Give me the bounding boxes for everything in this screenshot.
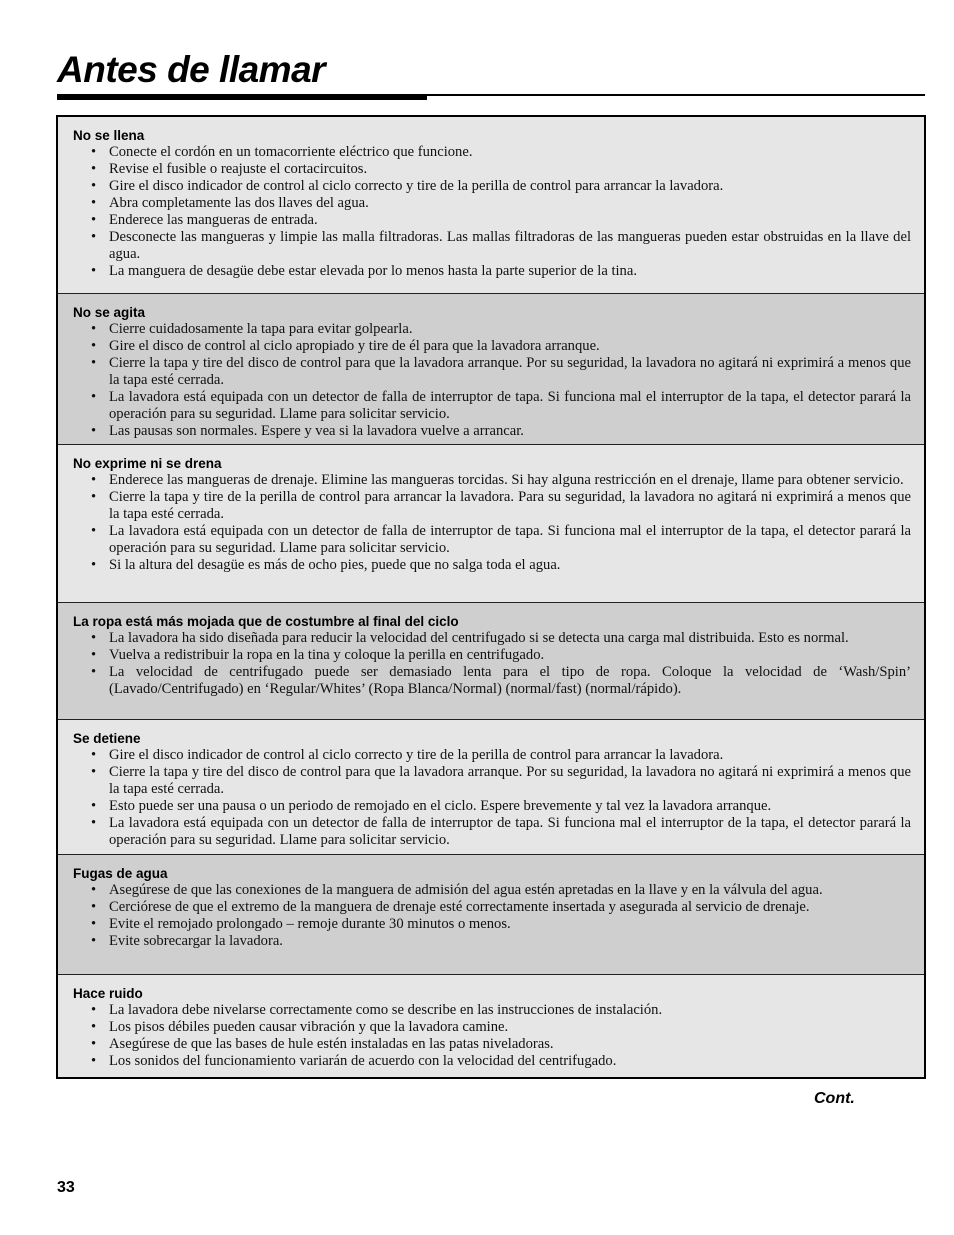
list-item: • Cierre cuidadosamente la tapa para evitar golpearla. xyxy=(58,321,924,338)
list-item: • Si la altura del desagüe es más de ocho pies, puede que no salga toda el agua. xyxy=(58,557,924,574)
section-hace-ruido xyxy=(58,974,924,1077)
bullet-list xyxy=(58,321,924,440)
bullet-list xyxy=(58,144,924,280)
list-item: • Vuelva a redistribuir la ropa en la tina y coloque la perilla en centrifugado. xyxy=(58,647,924,664)
bullet-list xyxy=(58,472,924,574)
list-item: • Gire el disco indicador de control al ciclo correcto y tire de la perilla de control para arrancar la lavadora. xyxy=(58,747,924,764)
list-item: • Evite sobrecargar la lavadora. xyxy=(58,933,924,950)
section-heading: Se detiene xyxy=(73,731,141,746)
page-title: Antes de llamar xyxy=(57,49,326,90)
list-item: • Los sonidos del funcionamiento variarán de acuerdo con la velocidad del centrifugado. xyxy=(58,1053,924,1070)
section-heading: La ropa está más mojada que de costumbre al final del ciclo xyxy=(73,614,459,629)
list-item: • Conecte el cordón en un tomacorriente eléctrico que funcione. xyxy=(58,144,924,161)
list-item: • La lavadora está equipada con un detector de falla de interruptor de tapa. Si funciona mal el interruptor de la tapa, el detector parará la operación para su seguridad. Llame para solicitar servicio. xyxy=(58,523,924,557)
section-se-detiene xyxy=(58,719,924,854)
list-item: • Desconecte las mangueras y limpie las malla filtradoras. Las mallas filtradoras de las mangueras pueden estar obstruidas en la llave del agua. xyxy=(58,229,924,263)
list-item: • Las pausas son normales. Espere y vea si la lavadora vuelve a arrancar. xyxy=(58,423,924,440)
section-heading: Hace ruido xyxy=(73,986,143,1001)
list-item: • Enderece las mangueras de entrada. xyxy=(58,212,924,229)
list-item: • La lavadora ha sido diseñada para reducir la velocidad del centrifugado si se detecta una carga mal distribuida. Esto es normal. xyxy=(58,630,924,647)
list-item: • Gire el disco indicador de control al ciclo correcto y tire de la perilla de control para arrancar la lavadora. xyxy=(58,178,924,195)
section-no-exprime-ni-se-drena xyxy=(58,444,924,602)
section-heading: No se agita xyxy=(73,305,146,320)
list-item: • La velocidad de centrifugado puede ser demasiado lenta para el tipo de ropa. Coloque la velocidad de ‘Wash/Spin’ (Lavado/Centrifugado) en ‘Regular/Whites’ (Ropa Blanca/Normal) (normal/fast) (normal/rápido). xyxy=(58,664,924,698)
list-item: • La lavadora debe nivelarse correctamente como se describe en las instrucciones de instalación. xyxy=(58,1002,924,1019)
list-item: • La lavadora está equipada con un detector de falla de interruptor de tapa. Si funciona mal el interruptor de la tapa, el detector parará la operación para su seguridad. Llame para solicitar servicio. xyxy=(58,815,924,849)
list-item: • Gire el disco de control al ciclo apropiado y tire de él para que la lavadora arranque. xyxy=(58,338,924,355)
list-item: • Esto puede ser una pausa o un periodo de remojado en el ciclo. Espere brevemente y tal vez la lavadora arranque. xyxy=(58,798,924,815)
list-item: • Enderece las mangueras de drenaje. Elimine las mangueras torcidas. Si hay alguna restricción en el drenaje, llame para obtener servicio. xyxy=(58,472,924,489)
list-item: • Cierre la tapa y tire del disco de control para que la lavadora arranque. Por su seguridad, la lavadora no agitará ni exprimirá a menos que la tapa esté cerrada. xyxy=(58,764,924,798)
list-item: • Revise el fusible o reajuste el cortacircuitos. xyxy=(58,161,924,178)
list-item: • Cierre la tapa y tire del disco de control para que la lavadora arranque. Por su seguridad, la lavadora no agitará ni exprimirá a menos que la tapa esté cerrada. xyxy=(58,355,924,389)
section-no-se-llena xyxy=(58,117,924,293)
bullet-list xyxy=(58,1002,924,1070)
list-item: • Asegúrese de que las conexiones de la manguera de admisión del agua estén apretadas en la llave y en la válvula del agua. xyxy=(58,882,924,899)
page-number: 33 xyxy=(57,1179,75,1196)
section-no-se-agita xyxy=(58,293,924,444)
bullet-list xyxy=(58,882,924,950)
list-item: • Asegúrese de que las bases de hule estén instaladas en las patas niveladoras. xyxy=(58,1036,924,1053)
list-item: • Evite el remojado prolongado – remoje durante 30 minutos o menos. xyxy=(58,916,924,933)
section-heading: No exprime ni se drena xyxy=(73,456,222,471)
list-item: • La lavadora está equipada con un detector de falla de interruptor de tapa. Si funciona mal el interruptor de la tapa, el detector parará la operación para su seguridad. Llame para solicitar servicio. xyxy=(58,389,924,423)
list-item: • Cierre la tapa y tire de la perilla de control para arrancar la lavadora. Para su seguridad, la lavadora no agitará ni exprimirá a menos que la tapa esté cerrada. xyxy=(58,489,924,523)
list-item: • Abra completamente las dos llaves del agua. xyxy=(58,195,924,212)
section-ropa-mas-mojada xyxy=(58,602,924,719)
section-heading: No se llena xyxy=(73,128,145,143)
continued-label: Cont. xyxy=(814,1090,855,1107)
list-item: • Los pisos débiles pueden causar vibración y que la lavadora camine. xyxy=(58,1019,924,1036)
title-underline-thick xyxy=(57,94,427,100)
list-item: • Cerciórese de que el extremo de la manguera de drenaje esté correctamente insertada y asegurada al servicio de drenaje. xyxy=(58,899,924,916)
list-item: • La manguera de desagüe debe estar elevada por lo menos hasta la parte superior de la tina. xyxy=(58,263,924,280)
title-underline-thin xyxy=(427,94,925,96)
troubleshooting-table xyxy=(56,115,926,1079)
section-heading: Fugas de agua xyxy=(73,866,168,881)
section-fugas-de-agua xyxy=(58,854,924,974)
bullet-list xyxy=(58,630,924,698)
bullet-list xyxy=(58,747,924,849)
